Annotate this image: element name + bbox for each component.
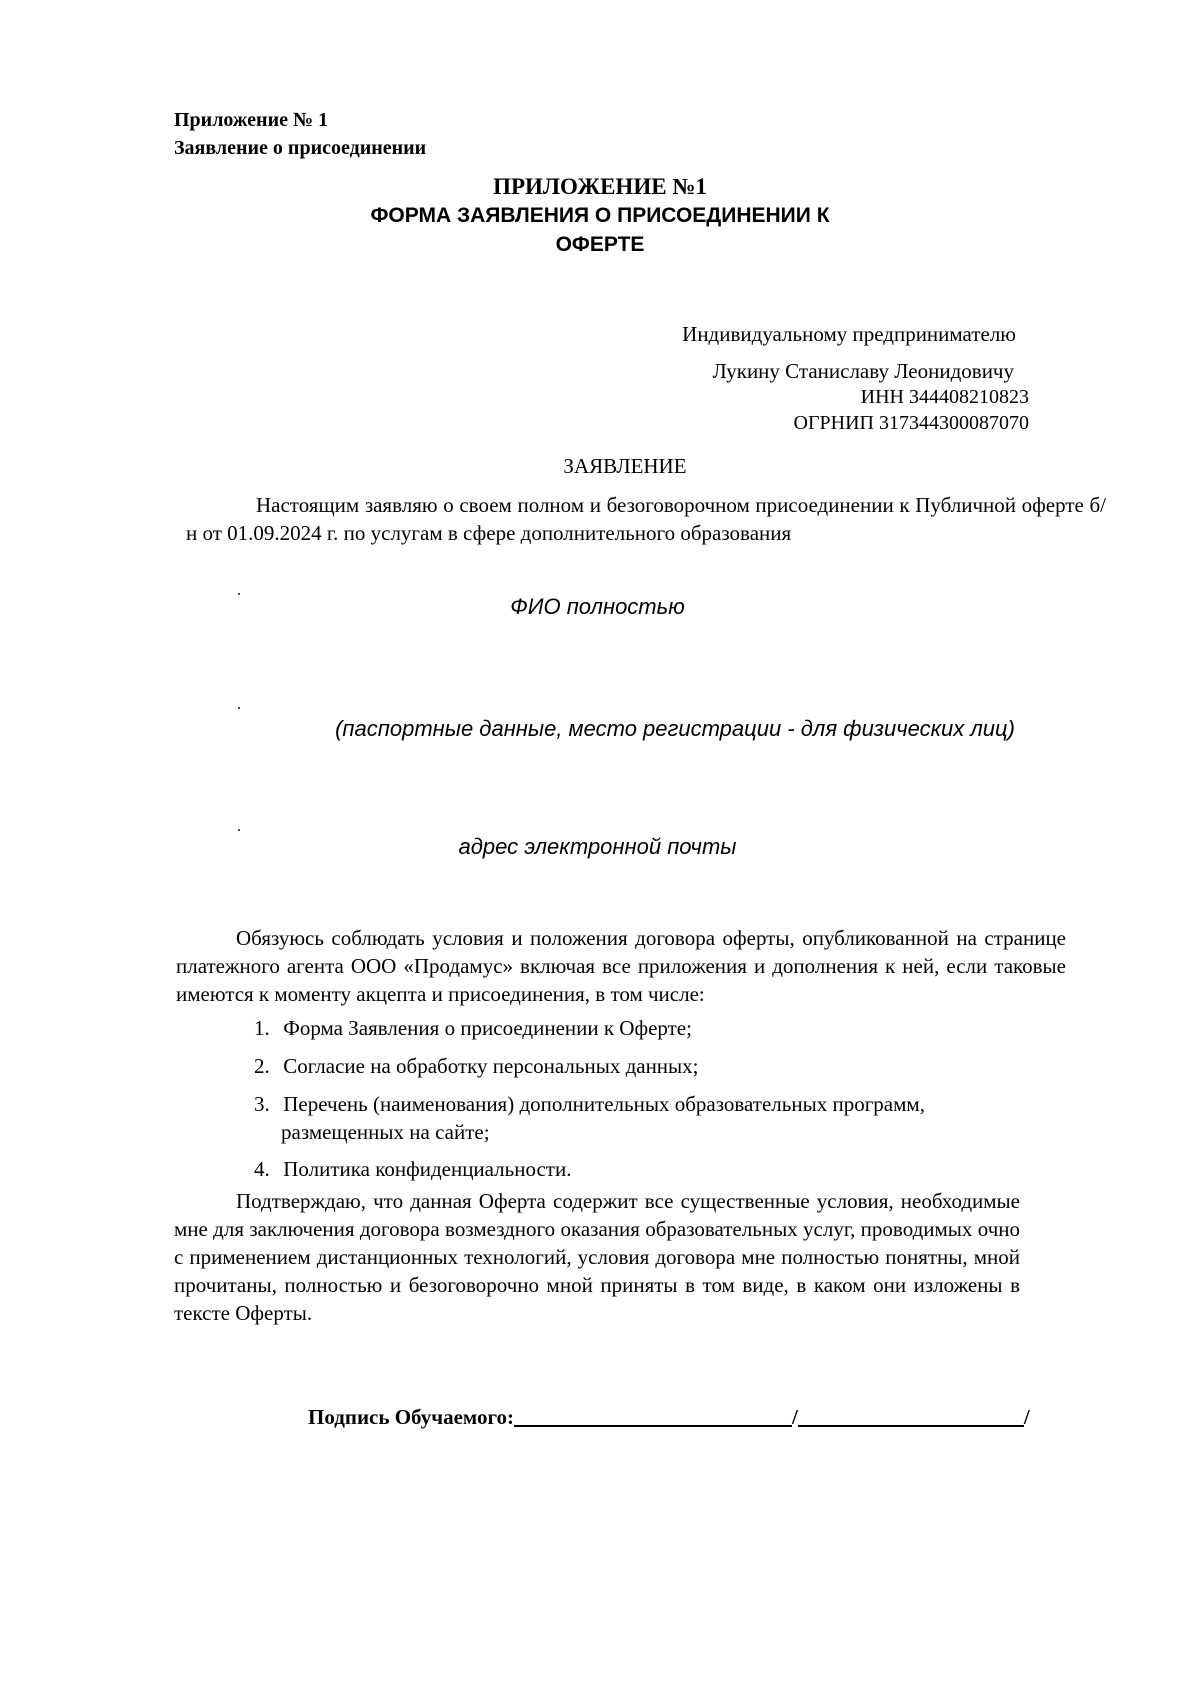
list-item <box>254 1090 925 1146</box>
list-text-continuation: размещенных на сайте; <box>281 1120 490 1144</box>
list-item <box>254 1052 699 1080</box>
signature-line[interactable] <box>514 1403 792 1427</box>
title-line-1: ПРИЛОЖЕНИЕ №1 <box>493 174 707 199</box>
list-text: Согласие на обработку персональных данных; <box>283 1054 699 1078</box>
addressee-ogrnip: ОГРНИП 317344300087070 <box>793 412 1029 434</box>
signature-label: Подпись Обучаемого: <box>308 1405 514 1429</box>
signature-end: / <box>1023 1405 1030 1429</box>
appendix-label: Приложение № 1 <box>174 109 329 131</box>
appendix-subtitle: Заявление о присоединении <box>174 137 427 159</box>
confirmation-text: Подтверждаю, что данная Оферта содержит все существенные условия, необходимые мне для заключения договора возмездного оказания образовательных услуг, проводимых очно с применением дистанционных технологий, условия договора мне полностью понятны, мной прочитаны, полностью и безоговорочно мной приняты в том виде, в каком они изложены в тексте Оферты. <box>174 1189 1020 1325</box>
list-item <box>254 1155 571 1183</box>
list-number: 4. <box>254 1157 270 1181</box>
title-line-2: ФОРМА ЗАЯВЛЕНИЯ О ПРИСОЕДИНЕНИИ К <box>370 204 830 227</box>
passport-label: (паспортные данные, место регистрации - для физических лиц) <box>335 716 1015 741</box>
list-number: 2. <box>254 1054 270 1078</box>
full-name-label: ФИО полностью <box>510 594 685 619</box>
signature-row <box>308 1403 1030 1430</box>
addressee-name: Лукину Станиславу Леонидовичу <box>712 359 1014 383</box>
email-label: адрес электронной почты <box>458 834 737 859</box>
addressee-inn: ИНН 344408210823 <box>860 386 1029 408</box>
list-text: Форма Заявления о присоединении к Оферте; <box>283 1016 692 1040</box>
field-marker <box>238 829 240 831</box>
signature-separator: / <box>791 1405 798 1429</box>
field-marker <box>238 593 240 595</box>
list-item <box>254 1014 692 1042</box>
name-transcript-line[interactable] <box>798 1403 1024 1427</box>
list-number: 1. <box>254 1016 270 1040</box>
statement-paragraph <box>186 491 1106 547</box>
obligation-text: Обязуюсь соблюдать условия и положения договора оферты, опубликованной на странице платежного агента ООО «Продамус» включая все приложения и дополнения к ней, если таковые имеются к моменту акцепта и присоединения, в том числе: <box>176 926 1066 1006</box>
addressee-line-1: Индивидуальному предпринимателю <box>682 322 1016 346</box>
confirmation-paragraph <box>174 1187 1020 1327</box>
statement-text: Настоящим заявляю о своем полном и безоговорочном присоединении к Публичной оферте б/н от 01.09.2024 г. по услугам в сфере дополнительного образования <box>186 493 1106 545</box>
statement-heading: ЗАЯВЛЕНИЕ <box>563 454 687 478</box>
obligation-paragraph <box>176 924 1066 1008</box>
title-line-3: ОФЕРТЕ <box>555 233 645 256</box>
list-text: Перечень (наименования) дополнительных образовательных программ, <box>283 1092 925 1116</box>
list-text: Политика конфиденциальности. <box>283 1157 572 1181</box>
list-number: 3. <box>254 1092 270 1116</box>
field-marker <box>238 707 240 709</box>
